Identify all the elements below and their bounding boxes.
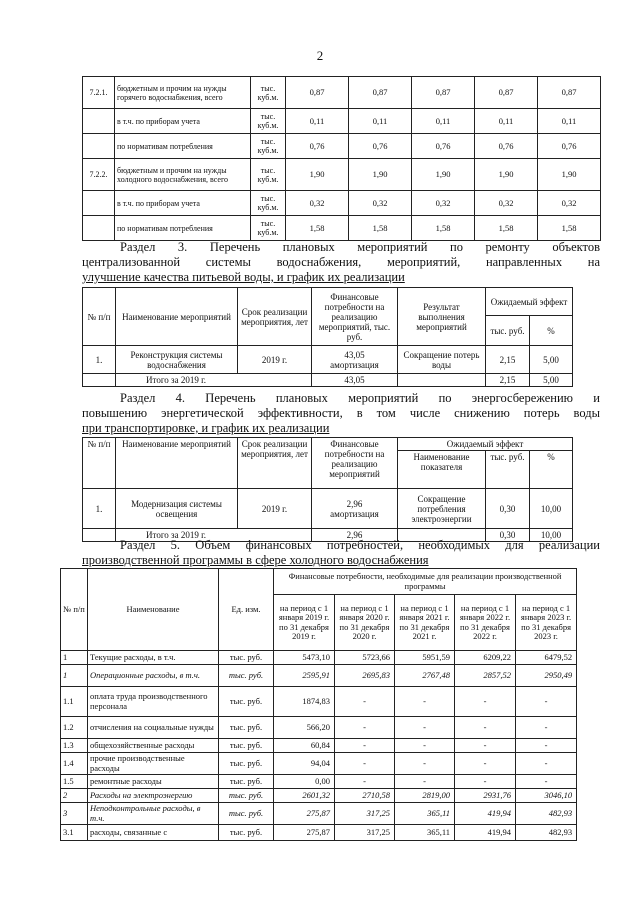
cell: 2857,52: [455, 665, 516, 687]
cell: 1,58: [286, 216, 349, 241]
cell: 0,76: [412, 134, 475, 159]
cell: 5,00: [530, 346, 573, 374]
cell: -: [516, 717, 577, 739]
cell: 1,90: [475, 159, 538, 191]
cell: тыс. руб.: [219, 789, 274, 803]
cell: Итого за 2019 г.: [116, 374, 312, 387]
cell: 7.2.2.: [83, 159, 115, 191]
cell: ремонтные расходы: [88, 775, 219, 789]
cell: по нормативам потребления: [115, 134, 251, 159]
hdr-eff-pct: %: [530, 316, 573, 346]
cell: 0,87: [475, 77, 538, 109]
cell: 0,76: [538, 134, 601, 159]
cell: 482,93: [516, 803, 577, 825]
cell: 2,15: [486, 374, 530, 387]
cell: 419,94: [455, 803, 516, 825]
cell: 0,87: [412, 77, 475, 109]
cell: 1,58: [538, 216, 601, 241]
table-row: [83, 191, 601, 216]
hdr-unit: Ед. изм.: [219, 569, 274, 651]
cell: 0,76: [349, 134, 412, 159]
cell: 6479,52: [516, 651, 577, 665]
table-row: [61, 753, 577, 775]
hdr-effect: Ожидаемый эффект: [486, 288, 573, 316]
cell: 0,32: [538, 191, 601, 216]
hdr-period: на период с 1 января 2023 г. по 31 декабря 2023 г.: [516, 595, 577, 651]
cell: 0,32: [412, 191, 475, 216]
cell: тыс. руб.: [219, 775, 274, 789]
table-row: [83, 216, 601, 241]
cell: 1.: [83, 346, 116, 374]
hdr-fin: Финансовые потребности на реализацию мероприятий: [312, 438, 398, 489]
cell: 0,32: [475, 191, 538, 216]
cell: прочие производственные расходы: [88, 753, 219, 775]
hdr-period: на период с 1 января 2020 г. по 31 декабря 2020 г.: [335, 595, 395, 651]
cell: 2595,91: [274, 665, 335, 687]
cell: Итого за 2019 г.: [116, 529, 312, 542]
cell: -: [395, 739, 455, 753]
cell: 1,90: [286, 159, 349, 191]
cell: 1.4: [61, 753, 88, 775]
section3-heading: Раздел 3. Перечень плановых мероприятий по ремонту объектов централизованной системы водоснабжения, мероприятий, направленных на улучшение качества питьевой воды, и график их реализации: [82, 240, 600, 284]
cell: тыс. руб.: [219, 753, 274, 775]
cell: -: [516, 753, 577, 775]
hdr-period: на период с 1 января 2019 г. по 31 декабря 2019 г.: [274, 595, 335, 651]
cell: 1.5: [61, 775, 88, 789]
hdr-eff-pct: %: [530, 451, 573, 489]
cell: -: [395, 775, 455, 789]
cell: [83, 109, 115, 134]
cell: Расходы на электроэнергию: [88, 789, 219, 803]
section5-heading: Раздел 5. Объем финансовых потребностей, необходимых для реализации производственной программы в сфере холодного водоснабжения: [82, 538, 600, 567]
hdr-term: Срок реализации мероприятия, лет: [238, 438, 312, 489]
cell: 1,90: [538, 159, 601, 191]
cell: -: [516, 687, 577, 717]
hdr-fin: Финансовые потребности на реализацию мероприятий, тыс. руб.: [312, 288, 398, 346]
cell: 1,90: [349, 159, 412, 191]
cell: 6209,22: [455, 651, 516, 665]
cell: 5,00: [530, 374, 573, 387]
cell: -: [395, 717, 455, 739]
hdr-name: Наименование мероприятий: [116, 288, 238, 346]
cell: 10,00: [530, 529, 573, 542]
cell: 0,00: [274, 775, 335, 789]
table-row: [61, 739, 577, 753]
cell: общехозяйственные расходы: [88, 739, 219, 753]
cell: 365,11: [395, 825, 455, 841]
cell: 5473,10: [274, 651, 335, 665]
cell: 1: [61, 651, 88, 665]
page-number: 2: [316, 48, 324, 63]
cell: -: [335, 687, 395, 717]
cell: 0,87: [349, 77, 412, 109]
cell: 0,30: [486, 529, 530, 542]
cell: 275,87: [274, 803, 335, 825]
cell: 0,30: [486, 489, 530, 529]
cell: расходы, связанные с: [88, 825, 219, 841]
cell: -: [455, 753, 516, 775]
cell: 1.3: [61, 739, 88, 753]
cell: 2601,32: [274, 789, 335, 803]
table-row: [61, 789, 577, 803]
cell: -: [335, 775, 395, 789]
cell: Текущие расходы, в т.ч.: [88, 651, 219, 665]
cell: в т.ч. по приборам учета: [115, 109, 251, 134]
cell: 1.1: [61, 687, 88, 717]
table-row: [83, 77, 601, 109]
cell: 2019 г.: [238, 489, 312, 529]
cell: [83, 134, 115, 159]
table-row: [61, 687, 577, 717]
cell: 0,11: [538, 109, 601, 134]
cell: 1,58: [349, 216, 412, 241]
cell: оплата труда производственного персонала: [88, 687, 219, 717]
cell: тыс. руб.: [219, 739, 274, 753]
hdr-result: Результат выполнения мероприятий: [398, 288, 486, 346]
hdr-indicator: Наименование показателя: [398, 451, 486, 489]
cell: 2950,49: [516, 665, 577, 687]
cell: -: [455, 775, 516, 789]
cell: 2: [61, 789, 88, 803]
cell: 2819,00: [395, 789, 455, 803]
cell: -: [395, 687, 455, 717]
cell: 0,11: [349, 109, 412, 134]
cell: тыс. куб.м.: [251, 159, 286, 191]
cell: тыс. куб.м.: [251, 191, 286, 216]
table-row: [61, 717, 577, 739]
consumption-table: [82, 76, 601, 241]
cell: бюджетным и прочим на нужды холодного водоснабжения, всего: [115, 159, 251, 191]
cell: 43,05 амортизация: [312, 346, 398, 374]
cell: -: [455, 687, 516, 717]
cell: 275,87: [274, 825, 335, 841]
cell: 3.1: [61, 825, 88, 841]
financial-needs-table: [60, 568, 577, 841]
cell: 2,15: [486, 346, 530, 374]
cell: тыс. руб.: [219, 651, 274, 665]
cell: -: [455, 717, 516, 739]
cell: отчисления на социальные нужды: [88, 717, 219, 739]
hdr-eff-unit: тыс. руб.: [486, 451, 530, 489]
cell: Сокращение потребления электроэнергии: [398, 489, 486, 529]
table-row: [61, 665, 577, 687]
hdr-group: Финансовые потребности, необходимые для реализации производственной программы: [274, 569, 577, 595]
hdr-effect: Ожидаемый эффект: [398, 438, 573, 451]
cell: тыс. руб.: [219, 803, 274, 825]
cell: 317,25: [335, 825, 395, 841]
cell: 419,94: [455, 825, 516, 841]
cell: 365,11: [395, 803, 455, 825]
cell: тыс. куб.м.: [251, 77, 286, 109]
cell: 2019 г.: [238, 346, 312, 374]
cell: 1,58: [475, 216, 538, 241]
cell: 3046,10: [516, 789, 577, 803]
cell: 94,04: [274, 753, 335, 775]
cell: -: [455, 739, 516, 753]
cell: Сокращение потерь воды: [398, 346, 486, 374]
hdr-name: Наименование мероприятий: [116, 438, 238, 489]
cell: 0,11: [475, 109, 538, 134]
table-row: [61, 825, 577, 841]
cell: Операционные расходы, в т.ч.: [88, 665, 219, 687]
cell: бюджетным и прочим на нужды горячего водоснабжения, всего: [115, 77, 251, 109]
cell: 0,32: [349, 191, 412, 216]
cell: 3: [61, 803, 88, 825]
cell: 2710,58: [335, 789, 395, 803]
cell: 1874,83: [274, 687, 335, 717]
hdr-num: № п/п: [83, 438, 116, 489]
hdr-num: № п/п: [83, 288, 116, 346]
cell: [83, 191, 115, 216]
cell: 2767,48: [395, 665, 455, 687]
cell: тыс. руб.: [219, 825, 274, 841]
cell: 0,11: [286, 109, 349, 134]
cell: тыс. руб.: [219, 665, 274, 687]
table-row: [61, 803, 577, 825]
cell: -: [335, 739, 395, 753]
cell: 5951,59: [395, 651, 455, 665]
cell: Реконструкция системы водоснабжения: [116, 346, 238, 374]
cell: -: [335, 717, 395, 739]
hdr-eff-unit: тыс. руб.: [486, 316, 530, 346]
cell: 0,87: [538, 77, 601, 109]
cell: [83, 216, 115, 241]
cell: тыс. куб.м.: [251, 109, 286, 134]
cell: 0,76: [475, 134, 538, 159]
hdr-name: Наименование: [88, 569, 219, 651]
cell: 566,20: [274, 717, 335, 739]
cell: тыс. руб.: [219, 687, 274, 717]
cell: 60,84: [274, 739, 335, 753]
cell: 0,32: [286, 191, 349, 216]
repair-measures-table: [82, 287, 573, 387]
cell: Неподконтрольные расходы, в т.ч.: [88, 803, 219, 825]
cell: 2,96 амортизация: [312, 489, 398, 529]
section4-heading: Раздел 4. Перечень плановых мероприятий по энергосбережению и повышению энергетической эффективности, в том числе снижению потерь воды при транспортировке, и график их реализации: [82, 391, 600, 435]
cell: -: [516, 775, 577, 789]
cell: 1.: [83, 489, 116, 529]
cell: 2,96: [312, 529, 398, 542]
cell: 1,90: [412, 159, 475, 191]
total-row: [83, 374, 573, 387]
table-row: [83, 489, 573, 529]
table-row: [83, 346, 573, 374]
cell: 10,00: [530, 489, 573, 529]
table-row: [61, 651, 577, 665]
table-row: [83, 159, 601, 191]
cell: 0,76: [286, 134, 349, 159]
cell: 0,11: [412, 109, 475, 134]
energy-measures-table: [82, 437, 573, 542]
hdr-period: на период с 1 января 2022 г. по 31 декабря 2022 г.: [455, 595, 516, 651]
table-row: [83, 134, 601, 159]
cell: 1.2: [61, 717, 88, 739]
cell: 5723,66: [335, 651, 395, 665]
cell: 43,05: [312, 374, 398, 387]
cell: 1,58: [412, 216, 475, 241]
cell: тыс. куб.м.: [251, 216, 286, 241]
cell: -: [395, 753, 455, 775]
cell: в т.ч. по приборам учета: [115, 191, 251, 216]
cell: 482,93: [516, 825, 577, 841]
cell: -: [335, 753, 395, 775]
cell: 317,25: [335, 803, 395, 825]
cell: -: [516, 739, 577, 753]
hdr-period: на период с 1 января 2021 г. по 31 декабря 2021 г.: [395, 595, 455, 651]
cell: 0,87: [286, 77, 349, 109]
hdr-num: № п/п: [61, 569, 88, 651]
cell: 7.2.1.: [83, 77, 115, 109]
table-row: [83, 109, 601, 134]
cell: 2931,76: [455, 789, 516, 803]
cell: по нормативам потребления: [115, 216, 251, 241]
cell: Модернизация системы освещения: [116, 489, 238, 529]
cell: 1: [61, 665, 88, 687]
cell: 2695,83: [335, 665, 395, 687]
table-row: [61, 775, 577, 789]
cell: тыс. руб.: [219, 717, 274, 739]
hdr-term: Срок реализации мероприятия, лет: [238, 288, 312, 346]
cell: тыс. куб.м.: [251, 134, 286, 159]
